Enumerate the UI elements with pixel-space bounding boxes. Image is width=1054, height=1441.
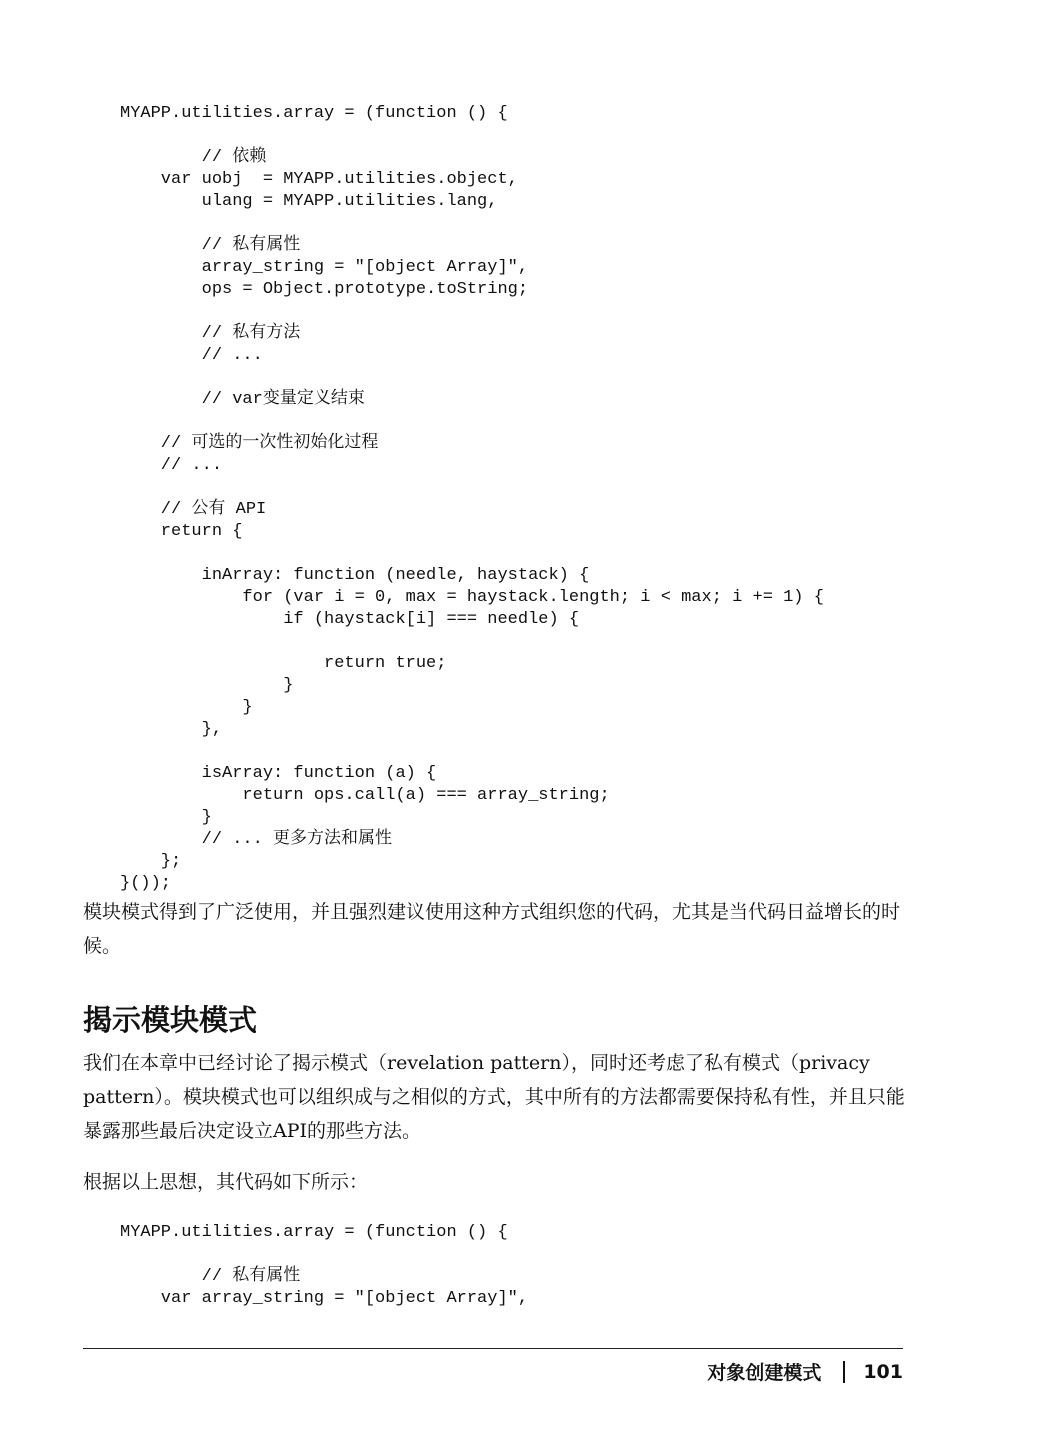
page-number: 101 bbox=[863, 1360, 903, 1383]
footer-separator bbox=[843, 1361, 845, 1383]
paragraph-module-usage: 模块模式得到了广泛使用，并且强烈建议使用这种方式组织您的代码，尤其是当代码日益增长的时候。 bbox=[83, 901, 901, 957]
section-heading: 揭示模块模式 bbox=[83, 1003, 258, 1037]
code-block-module-pattern: MYAPP.utilities.array = (function () { // 依赖 var uobj = MYAPP.utilities.object, ulang = MYAPP.utilities.lang, // 私有属性 array_string = "[object Array]", ops = Object.prototype.toString; // 私有方法 // ... // var变量定义结束 // 可选的一次性初始化过程 // ... // 公有 API return { inArray: function (needle, haystack) { for (var i = 0, max = haystack.length; i < max; i += 1) { if (haystack[i] === needle) { return true; } } }, isArray: function (a) { return ops.call(a) === array_string; } // ... 更多方法和属性 }; }()); bbox=[120, 104, 824, 893]
page-footer bbox=[707, 1358, 903, 1385]
footer-divider bbox=[83, 1348, 903, 1349]
paragraph-code-intro: 根据以上思想，其代码如下所示： bbox=[83, 1171, 369, 1193]
code-block-revealing-pattern: MYAPP.utilities.array = (function () { // 私有属性 var array_string = "[object Array]", bbox=[120, 1223, 529, 1308]
footer-chapter-title: 对象创建模式 bbox=[707, 1362, 822, 1384]
paragraph-revealing-description: 我们在本章中已经讨论了揭示模式（revelation pattern），同时还考虑了私有模式（privacy pattern）。模块模式也可以组织成与之相似的方式，其中所有的方法都需要保持私有性，并且只能暴露那些最后决定设立API的那些方法。 bbox=[83, 1052, 905, 1142]
